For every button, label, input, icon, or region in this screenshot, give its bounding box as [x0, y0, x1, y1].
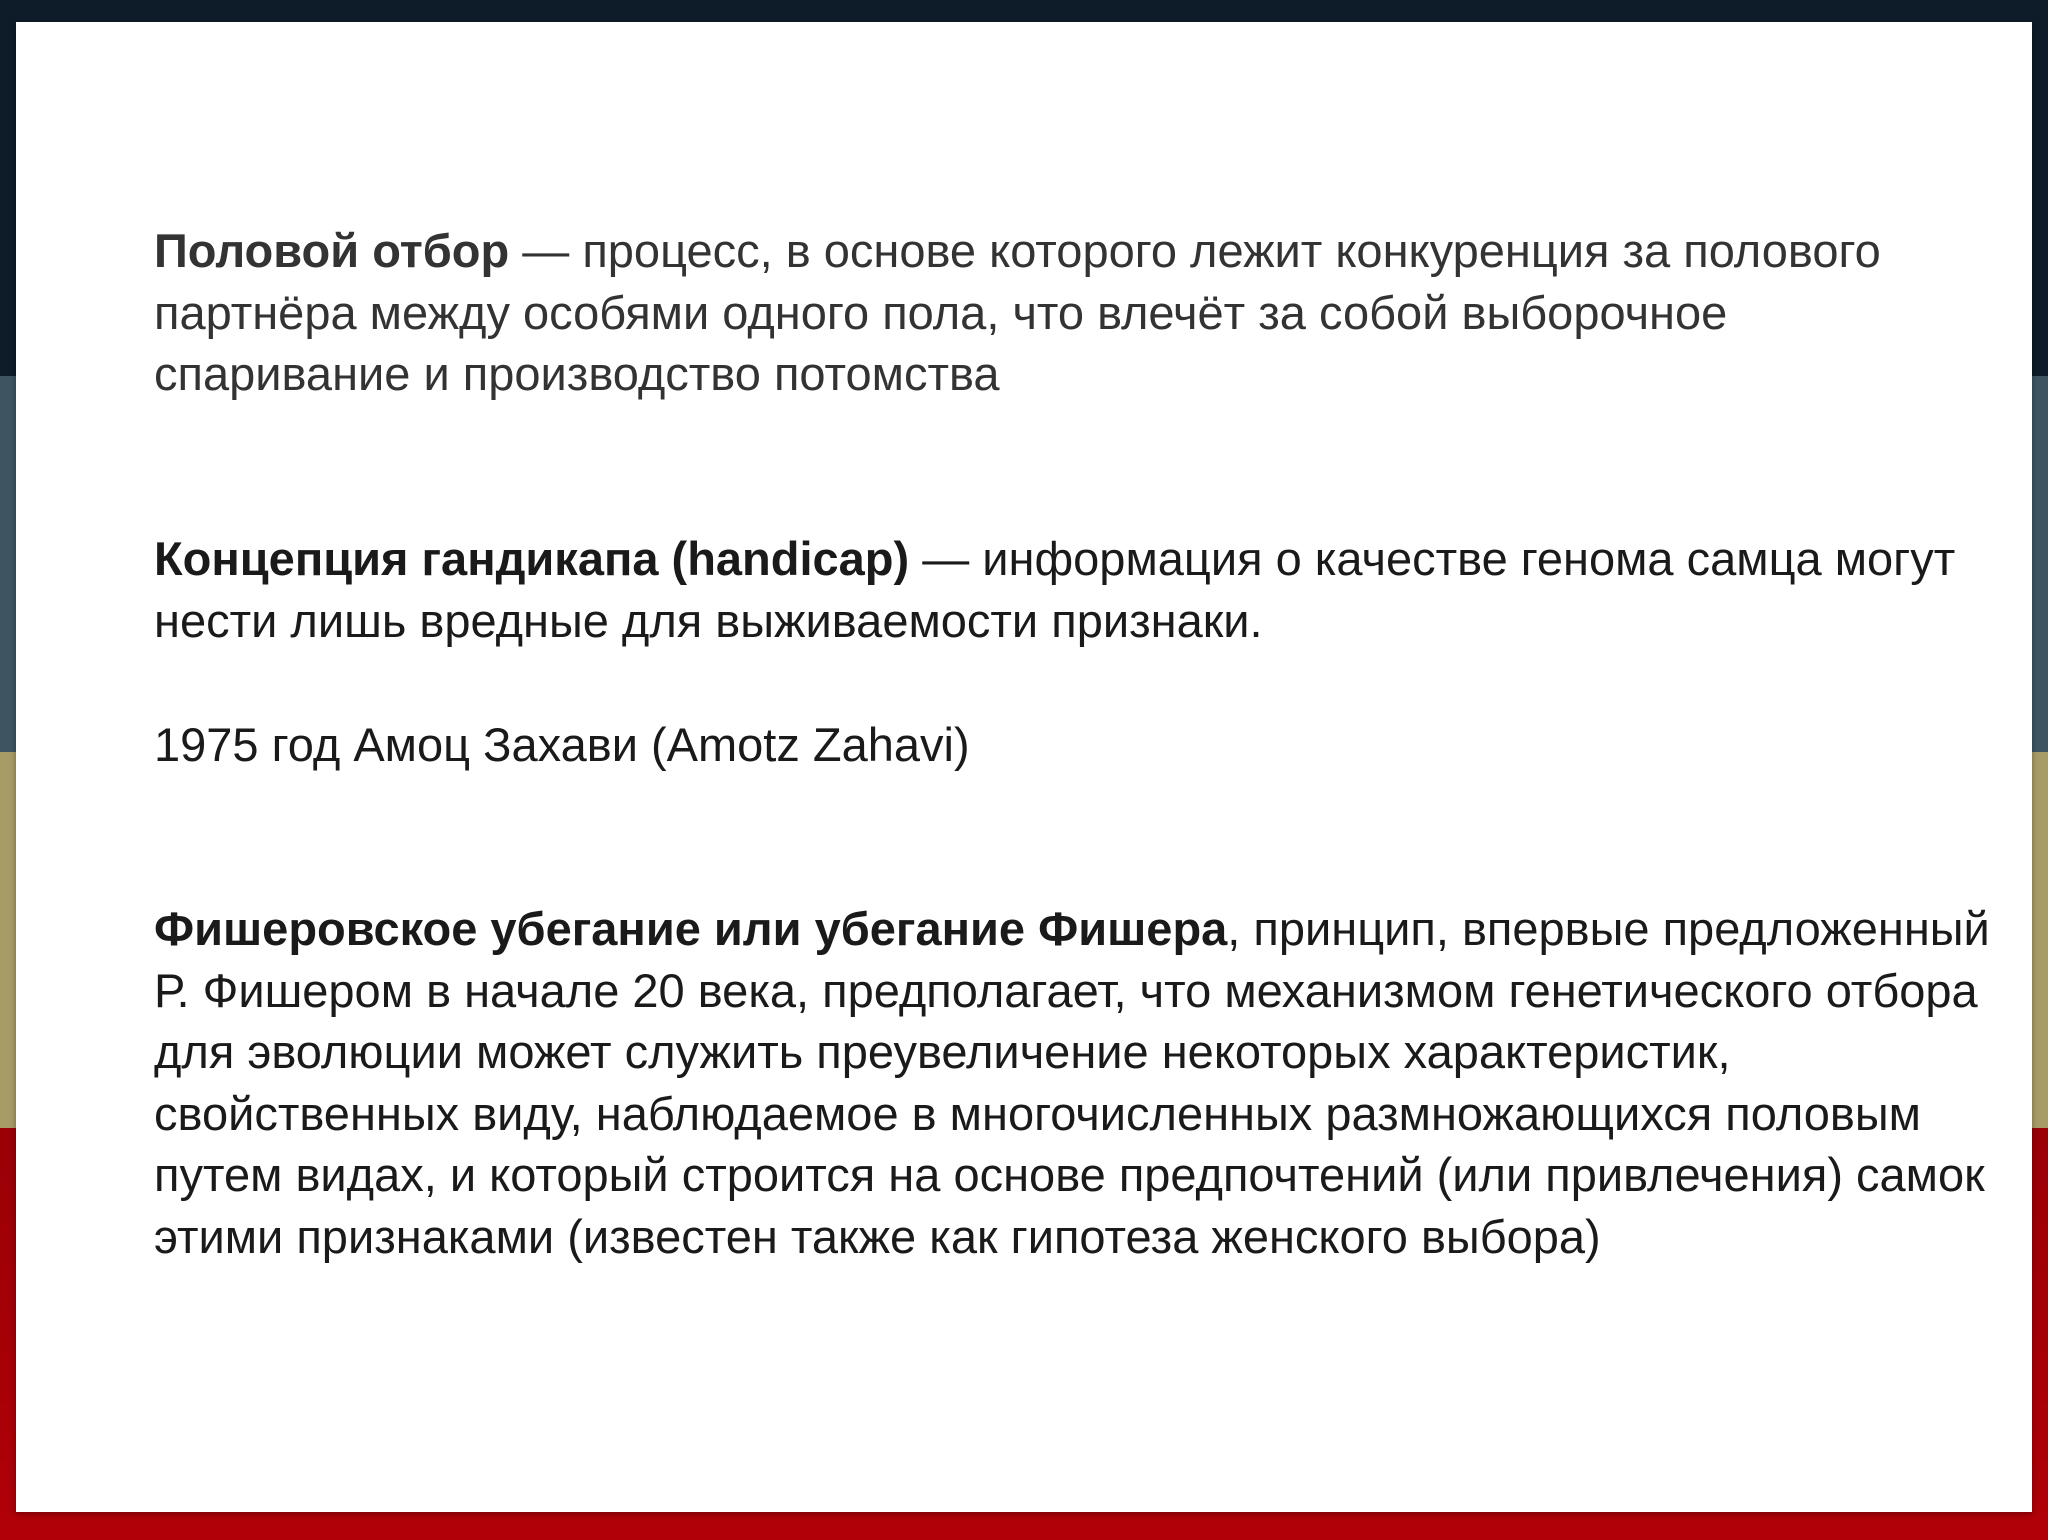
fisher-runaway-definition: [154, 898, 1994, 1267]
fisher-runaway-term: Фишеровское убегание или убегание Фишера: [154, 902, 1228, 955]
fisher-runaway-text: , принцип, впервые предложенный Р. Фишером в начале 20 века, предполагает, что механизмом генетического отбора для эволюции может служить преувеличение некоторых характеристик, свойственных виду, наблюдаемое в многочисленных размножающихся половым путем видах, и который строится на основе предпочтений (или привлечения) самок этими признаками (известен также как гипотеза женского выбора): [154, 902, 1990, 1263]
handicap-term: Концепция гандикапа (handicap): [154, 532, 910, 585]
slide-canvas: [16, 22, 2032, 1512]
attribution-text: 1975 год Амоц Захави (Amotz Zahavi): [154, 718, 970, 771]
handicap-attribution: [154, 714, 1994, 776]
handicap-concept-definition: [154, 528, 1994, 651]
sexual-selection-definition: [154, 220, 1994, 405]
handicap-text: — информация о качестве генома самца могут нести лишь вредные для выживаемости признаки.: [154, 532, 1956, 647]
sexual-selection-text: — процесс, в основе которого лежит конкуренция за полового партнёра между особями одного пола, что влечёт за собой выборочное спаривание и производство потомства: [154, 224, 1881, 400]
sexual-selection-term: Половой отбор: [154, 224, 510, 277]
